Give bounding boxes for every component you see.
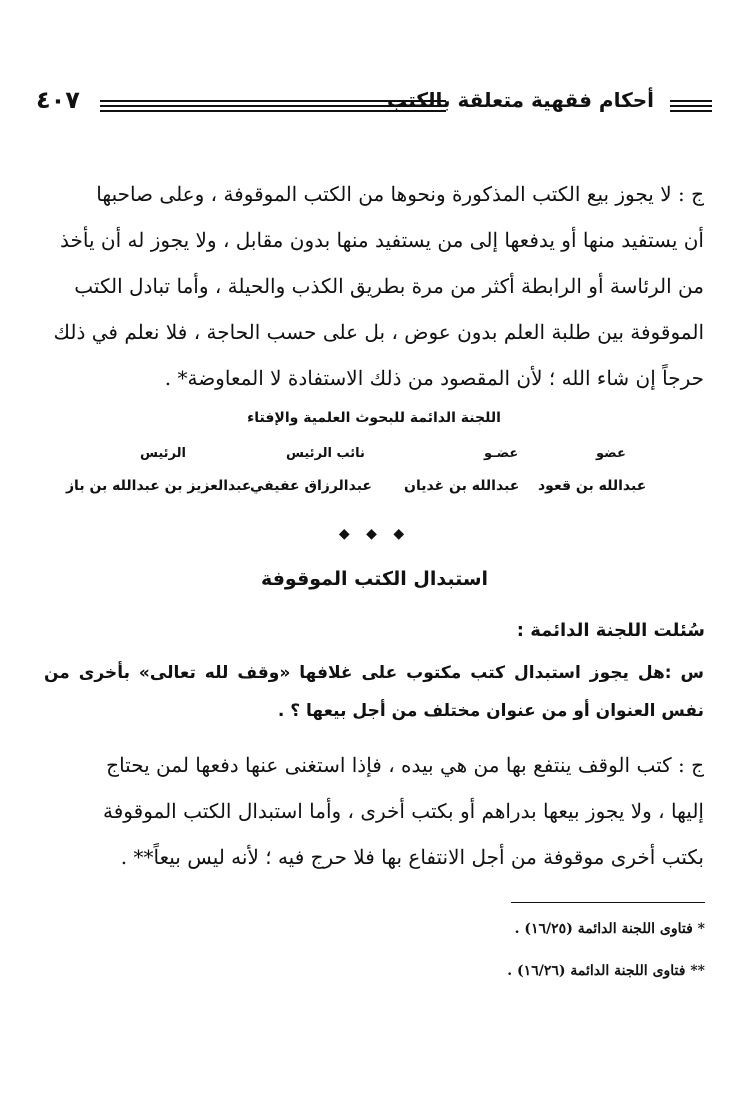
page-header [36, 86, 712, 122]
section-separator: ◆ ◆ ◆ [338, 526, 411, 542]
text-line: ج : كتب الوقف ينتفع بها من هي بيده ، فإذا استغنى عنها دفعها لمن يحتاج [106, 753, 704, 777]
text-line: إليها ، ولا يجوز بيعها بدراهم أو بكتب أخرى ، وأما استبدال الكتب الموقوفة [103, 799, 704, 823]
header-rule [670, 110, 712, 112]
member-role: نائب الرئيس [286, 446, 365, 461]
question-line: س :هل يجوز استبدال كتب مكتوب على غلافها «وقف لله تعالى» بأخرى من [44, 663, 704, 683]
header-rule [670, 105, 712, 107]
asked-heading: سُئلت اللجنة الدائمة : [516, 620, 705, 641]
text-line: أن يستفيد منها أو يدفعها إلى من يستفيد منها بدون مقابل ، ولا يجوز له أن يأخذ [60, 228, 704, 252]
answer-paragraph-1 [44, 171, 704, 401]
member-name: عبدالله بن قعود [538, 478, 647, 494]
header-rule [670, 100, 712, 102]
running-title: أحكام فقهية متعلقة بالكتب [387, 88, 654, 112]
text-line: بكتب أخرى موقوفة من أجل الانتفاع بها فلا حرج فيه ؛ لأنه ليس بيعاً** . [120, 845, 704, 869]
member-name: عبدالله بن غديان [404, 478, 520, 494]
footnote-divider [511, 902, 705, 903]
member-role: الرئيس [140, 446, 186, 461]
member-name: عبدالعزيز بن عبدالله بن باز [66, 478, 252, 494]
text-line: ج : لا يجوز بيع الكتب المذكورة ونحوها من الكتب الموقوفة ، وعلى صاحبها [96, 182, 704, 206]
footnote: * فتاوى اللجنة الدائمة (١٦/٢٥) . [514, 921, 705, 937]
member-role: عضـو [484, 446, 519, 461]
section-title: استبدال الكتب الموقوفة [260, 568, 489, 590]
footnote: ** فتاوى اللجنة الدائمة (١٦/٢٦) . [507, 963, 705, 979]
committee-roles [60, 446, 660, 468]
member-name: عبدالرزاق عفيفي [250, 478, 372, 494]
member-role: عضو [596, 446, 626, 461]
question-line: نفس العنوان أو من عنوان مختلف من أجل بيعها ؟ . [277, 701, 704, 721]
question-paragraph [44, 654, 704, 730]
committee-title: اللجنة الدائمة للبحوث العلمية والإفتاء [247, 410, 501, 426]
text-line: الموقوفة بين طلبة العلم بدون عوض ، بل على حسب الحاجة ، فلا نعلم في ذلك [53, 320, 704, 344]
text-line: حرجاً إن شاء الله ؛ لأن المقصود من ذلك الاستفادة لا المعاوضة* . [164, 366, 704, 390]
page-number: ٤٠٧ [36, 86, 80, 114]
text-line: من الرئاسة أو الرابطة أكثر من مرة بطريق الكذب والحيلة ، وأما تبادل الكتب [74, 274, 704, 298]
committee-names [60, 478, 660, 500]
answer-paragraph-2 [44, 742, 704, 880]
